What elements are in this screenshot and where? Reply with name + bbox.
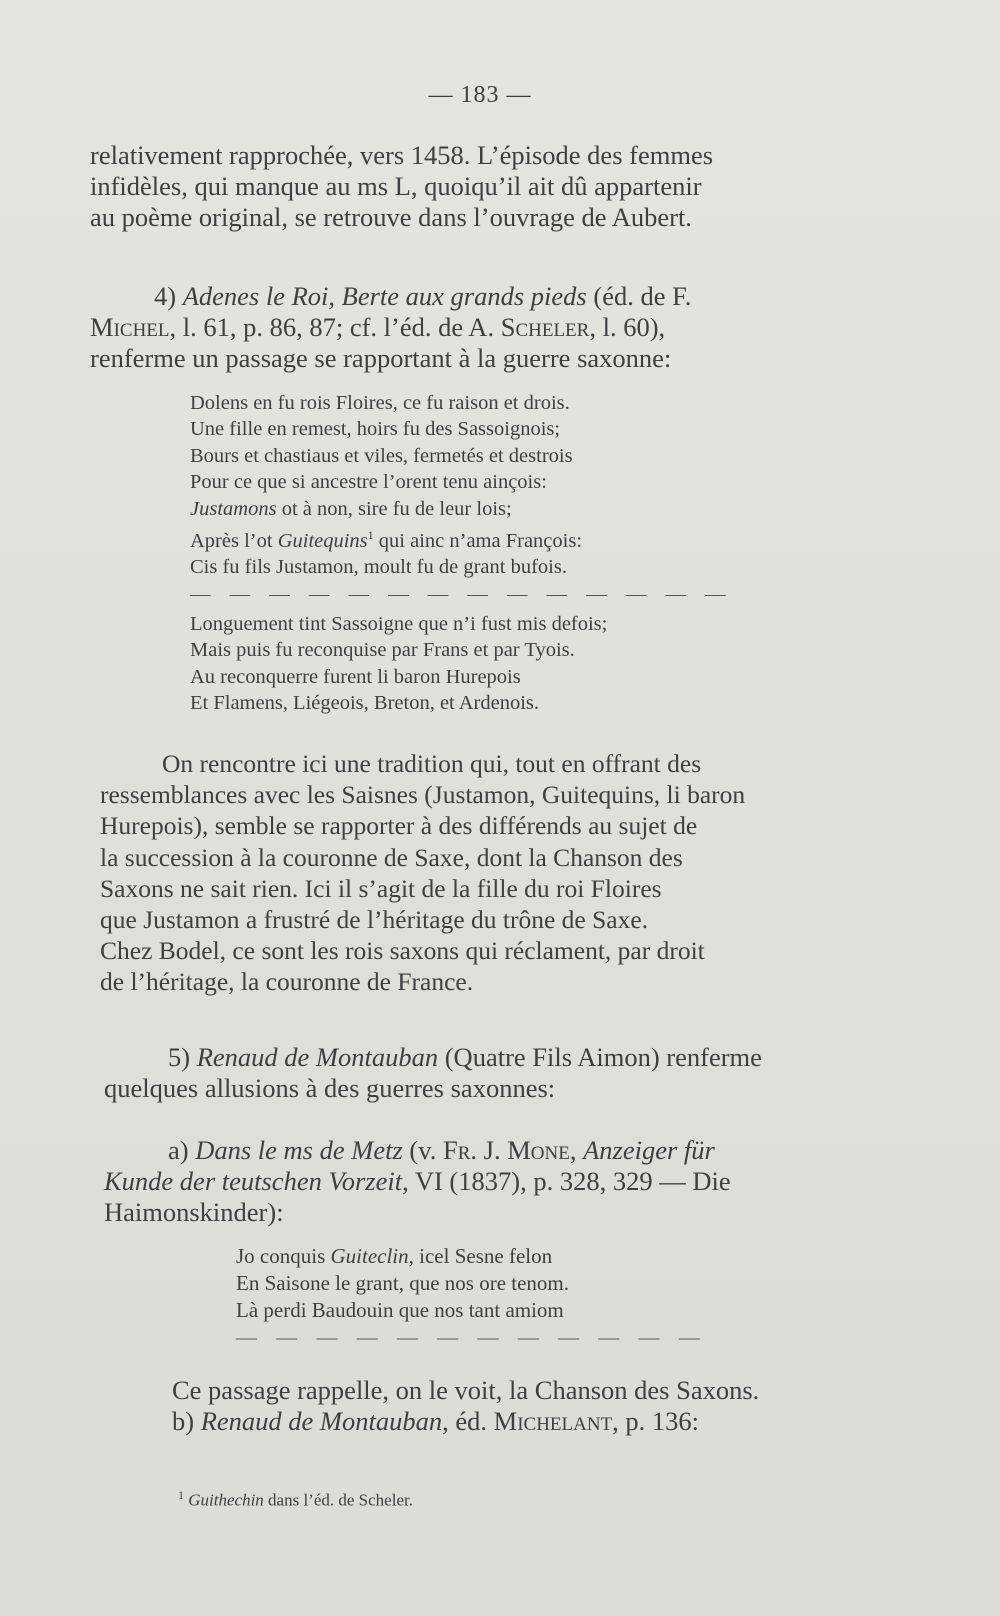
text-span: , éd. <box>442 1406 487 1436</box>
verse-line: Et Flamens, Liégeois, Breton, et Ardenois. <box>190 692 540 715</box>
text-line: infidèles, qui manque au ms L, quoiqu’il ait dû appartenir <box>90 171 702 201</box>
verse-line: Dolens en fu rois Floires, ce fu raison et drois. <box>190 392 570 414</box>
text-span: ot à non, sire fu de leur lois; <box>276 497 512 520</box>
item-number: 4) <box>154 281 177 311</box>
verse-line: Au reconquerre furent li baron Hurepois <box>190 665 521 688</box>
text-span: dans l’éd. de Scheler. <box>263 1490 413 1510</box>
person-name: Guiteclin <box>330 1244 409 1268</box>
text-line: quelques allusions à des guerres saxonnes: <box>104 1073 556 1103</box>
text-line: de l’héritage, la couronne de France. <box>100 967 474 997</box>
text-line: renferme un passage se rapportant à la guerre saxonne: <box>90 343 672 373</box>
text-span: , <box>569 1135 584 1165</box>
text-line: Saxons ne sait rien. Ici il s’agit de la fille du roi Floires <box>100 873 662 903</box>
paragraph-5 <box>104 1135 888 1228</box>
paragraph-1 <box>90 140 880 233</box>
text-line <box>104 1166 888 1197</box>
item-number: b) <box>172 1406 195 1436</box>
text-line: la succession à la couronne de Saxe, dont la Chanson des <box>100 842 683 872</box>
item-number: a) <box>168 1135 189 1165</box>
work-title: Renaud de Montauban <box>196 1042 439 1072</box>
text-line: Hurepois), semble se rapporter à des différends au sujet de <box>100 811 698 841</box>
item-number: 5) <box>168 1042 191 1072</box>
person-name: Guitequins <box>277 529 368 552</box>
paragraph-4 <box>104 1042 888 1104</box>
verse-block-2 <box>236 1243 707 1351</box>
text-line: relativement rapprochée, vers 1458. L’épisode des femmes <box>90 140 714 170</box>
text-span: (éd. de F. <box>593 281 692 311</box>
verse-line <box>190 522 733 554</box>
text-line: On rencontre ici une tradition qui, tout en offrant des <box>162 749 702 778</box>
verse-line: Longuement tint Sassoigne que n’i fust mis defois; <box>190 613 608 636</box>
ellipsis-dashes: — — — — — — — — — — — — <box>236 1325 707 1349</box>
verse-line <box>190 496 733 522</box>
text-line: au poème original, se retrouve dans l’ouvrage de Aubert. <box>90 202 692 232</box>
page-number: — 183 — <box>428 82 532 108</box>
footnote-ref: 1 <box>367 528 374 543</box>
verse-line: Pour ce que si ancestre l’orent tenu ainçois: <box>190 471 547 494</box>
text-line: Ce passage rappelle, on le voit, la Chanson des Saxons. <box>172 1375 760 1405</box>
text-line <box>90 312 880 343</box>
text-span: , icel Sesne felon <box>408 1244 553 1268</box>
text-span: , p. 136: <box>612 1406 700 1436</box>
work-title: Adenes le Roi, Berte aux grands pieds <box>182 281 587 311</box>
verse-line: Bours et chastiaus et viles, fermetés et destrois <box>190 444 573 467</box>
text-line <box>104 1135 888 1166</box>
text-line: ressemblances avec les Saisnes (Justamon, Guitequins, li baron <box>100 780 746 810</box>
author-name: Michel <box>90 312 170 342</box>
verse-line: Cis fu fils Justamon, moult fu de grant bufois. <box>190 556 567 579</box>
text-span: , l. 60), <box>589 312 666 342</box>
text-line <box>90 281 880 312</box>
work-title: Renaud de Montauban <box>200 1406 443 1436</box>
verse-line: Une fille en remest, hoirs fu des Sassoignois; <box>190 418 561 441</box>
text-span: Après l’ot <box>190 529 278 552</box>
verse-line <box>236 1243 707 1270</box>
text-line: que Justamon a frustré de l’héritage du trône de Saxe. <box>100 905 649 935</box>
author-name: Michelant <box>493 1406 613 1436</box>
text-line <box>104 1042 888 1073</box>
verse-line: Là perdi Baudouin que nos tant amiom <box>236 1298 564 1322</box>
text-line: Haimonskinder): <box>104 1197 284 1227</box>
paragraph-6 <box>104 1375 894 1437</box>
verse-line: Mais puis fu reconquise par Frans et par Tyois. <box>190 639 575 662</box>
text-span: Jo conquis <box>236 1244 331 1268</box>
person-name: Guithechin <box>188 1490 264 1510</box>
text-line <box>104 1406 894 1437</box>
author-name: Fr. J. Mone <box>443 1135 570 1165</box>
ellipsis-dashes: — — — — — — — — — — — — — — <box>190 582 733 605</box>
work-title: Kunde der teutschen Vorzeit <box>104 1166 403 1196</box>
paragraph-3 <box>100 748 886 998</box>
text-span: (Quatre Fils Aimon) renferme <box>438 1042 762 1072</box>
person-name: Justamons <box>190 497 277 520</box>
footnote <box>178 1488 413 1511</box>
text-span: (v. <box>402 1135 437 1165</box>
text-line: Chez Bodel, ce sont les rois saxons qui réclament, par droit <box>100 936 705 966</box>
author-name: Scheler <box>500 312 590 342</box>
text-span: qui ainc n’ama François: <box>373 529 583 552</box>
work-title: Dans le ms de Metz <box>195 1135 403 1165</box>
verse-line: En Saisone le grant, que nos ore tenom. <box>236 1271 570 1295</box>
paragraph-2 <box>90 281 880 374</box>
work-title: Anzeiger für <box>583 1135 715 1165</box>
text-span: , VI (1837), p. 328, 329 — Die <box>402 1166 731 1196</box>
verse-block-1 <box>190 390 733 717</box>
footnote-mark: 1 <box>178 1488 184 1502</box>
text-span: , l. 61, p. 86, 87; cf. l’éd. de A. <box>169 312 495 342</box>
